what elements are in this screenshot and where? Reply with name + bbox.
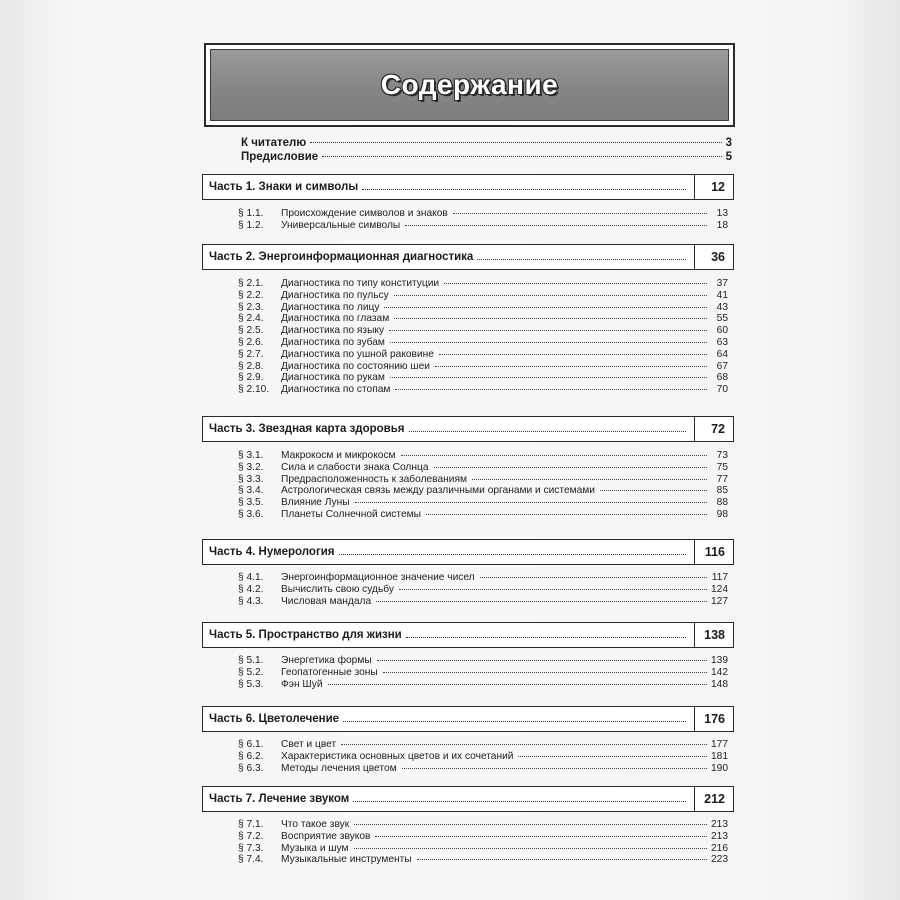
section-page: 213 xyxy=(711,819,728,830)
section-entry[interactable] xyxy=(238,462,728,474)
section-page: 98 xyxy=(716,508,728,520)
section-title: Диагностика по глазам xyxy=(281,313,390,325)
section-number: § 3.3. xyxy=(238,473,264,485)
section-entry[interactable] xyxy=(238,361,728,373)
section-entry[interactable] xyxy=(238,497,728,509)
section-entry[interactable] xyxy=(238,584,728,596)
section-entry[interactable] xyxy=(238,474,728,486)
entry-title: Предисловие xyxy=(241,151,319,163)
section-page: 127 xyxy=(711,595,728,607)
section-number: § 7.1. xyxy=(238,819,264,830)
section-entry[interactable] xyxy=(238,278,728,290)
section-number: § 5.3. xyxy=(238,678,264,690)
section-entry[interactable] xyxy=(238,831,728,843)
section-number: § 2.10. xyxy=(238,384,270,396)
section-title: Музыка и шум xyxy=(281,842,349,854)
part-header-4[interactable] xyxy=(202,539,734,565)
section-number: § 3.2. xyxy=(238,461,264,473)
dot-leader xyxy=(472,479,707,480)
section-title: Методы лечения цветом xyxy=(281,762,397,774)
section-page: 124 xyxy=(711,583,728,595)
section-entry[interactable] xyxy=(238,509,728,521)
divider xyxy=(694,174,696,200)
dot-leader xyxy=(480,577,707,578)
section-entry[interactable] xyxy=(238,854,728,866)
section-entry[interactable] xyxy=(238,372,728,384)
dot-leader xyxy=(328,684,707,685)
section-number: § 2.6. xyxy=(238,336,264,348)
dot-leader xyxy=(341,744,707,745)
part-6-sections xyxy=(238,739,728,774)
section-entry[interactable] xyxy=(238,208,728,220)
section-number: § 6.3. xyxy=(238,762,264,774)
dot-leader xyxy=(426,514,707,515)
part-7-sections xyxy=(238,819,728,866)
section-title: Характеристика основных цветов и их сочетаний xyxy=(281,750,514,762)
dot-leader xyxy=(402,768,707,769)
toc-title: Содержание xyxy=(380,69,559,100)
section-number: § 6.1. xyxy=(238,739,264,750)
section-number: § 1.2. xyxy=(238,219,264,231)
section-entry[interactable] xyxy=(238,290,728,302)
part-header-2[interactable] xyxy=(202,244,734,270)
dot-leader xyxy=(444,283,707,284)
section-entry[interactable] xyxy=(238,349,728,361)
section-page: 68 xyxy=(716,372,728,384)
section-title: Диагностика по стопам xyxy=(281,384,391,396)
section-entry[interactable] xyxy=(238,485,728,497)
section-number: § 3.6. xyxy=(238,508,264,520)
section-page: 18 xyxy=(716,219,728,231)
section-page: 41 xyxy=(716,289,728,301)
dot-leader xyxy=(453,213,707,214)
dot-leader xyxy=(377,660,707,661)
divider xyxy=(694,622,696,648)
part-page: 72 xyxy=(711,422,725,436)
dot-leader xyxy=(389,330,707,331)
dot-leader xyxy=(375,836,707,837)
divider xyxy=(694,706,696,732)
dot-leader xyxy=(518,756,707,757)
section-page: 13 xyxy=(716,208,728,219)
part-title: Часть 6. Цветолечение xyxy=(209,713,340,725)
section-number: § 2.8. xyxy=(238,360,264,372)
section-title: Диагностика по рукам xyxy=(281,372,385,384)
part-header-5[interactable] xyxy=(202,622,734,648)
dot-leader xyxy=(376,601,707,602)
dot-leader xyxy=(409,431,686,432)
section-entry[interactable] xyxy=(238,220,728,232)
section-page: 70 xyxy=(716,384,728,396)
section-title: Диагностика по пульсу xyxy=(281,289,389,301)
dot-leader xyxy=(343,721,685,722)
dot-leader xyxy=(384,307,707,308)
part-header-6[interactable] xyxy=(202,706,734,732)
section-number: § 4.1. xyxy=(238,572,264,583)
section-entry[interactable] xyxy=(238,739,728,751)
section-entry[interactable] xyxy=(238,751,728,763)
section-page: 75 xyxy=(716,461,728,473)
section-page: 37 xyxy=(716,278,728,289)
section-entry[interactable] xyxy=(238,384,728,396)
section-entry[interactable] xyxy=(238,843,728,855)
part-page: 138 xyxy=(704,628,725,642)
section-page: 60 xyxy=(716,325,728,337)
divider xyxy=(694,786,696,812)
section-number: § 6.2. xyxy=(238,750,264,762)
dot-leader xyxy=(339,554,686,555)
section-entry[interactable] xyxy=(238,450,728,462)
dot-leader xyxy=(395,389,707,390)
dot-leader xyxy=(355,502,707,503)
section-number: § 2.5. xyxy=(238,325,264,337)
section-title: Диагностика по ушной раковине xyxy=(281,348,434,360)
dot-leader xyxy=(435,366,707,367)
part-title: Часть 7. Лечение звуком xyxy=(209,793,350,805)
dot-leader xyxy=(439,354,707,355)
divider xyxy=(694,539,696,565)
section-number: § 2.9. xyxy=(238,372,264,384)
section-title: Энергоинформационное значение чисел xyxy=(281,572,475,583)
section-number: § 3.1. xyxy=(238,450,264,461)
section-number: § 7.2. xyxy=(238,830,264,842)
section-page: 43 xyxy=(716,301,728,313)
dot-leader xyxy=(390,377,707,378)
section-number: § 5.1. xyxy=(238,655,264,666)
section-title: Астрологическая связь между различными органами и системами xyxy=(281,485,595,497)
section-page: 77 xyxy=(716,473,728,485)
section-page: 139 xyxy=(711,655,728,666)
section-entry[interactable] xyxy=(238,819,728,831)
section-entry[interactable] xyxy=(238,325,728,337)
section-page: 223 xyxy=(711,854,728,866)
part-page: 212 xyxy=(704,792,725,806)
section-entry[interactable] xyxy=(238,337,728,349)
section-title: Сила и слабости знака Солнца xyxy=(281,461,429,473)
section-page: 213 xyxy=(711,830,728,842)
section-title: Влияние Луны xyxy=(281,497,350,509)
section-number: § 2.7. xyxy=(238,348,264,360)
divider xyxy=(694,416,696,442)
section-page: 142 xyxy=(711,666,728,678)
section-page: 148 xyxy=(711,678,728,690)
section-entry[interactable] xyxy=(238,667,728,679)
dot-leader xyxy=(362,189,685,190)
section-page: 63 xyxy=(716,336,728,348)
toc-title-box xyxy=(204,43,735,127)
section-page: 190 xyxy=(711,762,728,774)
dot-leader xyxy=(390,342,707,343)
dot-leader xyxy=(417,859,707,860)
section-title: Универсальные символы xyxy=(281,219,401,231)
part-title: Часть 4. Нумерология xyxy=(209,546,335,558)
section-page: 181 xyxy=(711,750,728,762)
section-entry[interactable] xyxy=(238,596,728,608)
section-number: § 2.4. xyxy=(238,313,264,325)
part-5-sections xyxy=(238,655,728,690)
section-entry[interactable] xyxy=(238,679,728,691)
part-4-sections xyxy=(238,572,728,607)
entry-page: 5 xyxy=(725,151,732,163)
section-number: § 2.2. xyxy=(238,289,264,301)
dot-leader xyxy=(394,318,707,319)
section-title: Что такое звук xyxy=(281,819,350,830)
section-number: § 4.2. xyxy=(238,583,264,595)
section-title: Свет и цвет xyxy=(281,739,337,750)
section-number: § 7.3. xyxy=(238,842,264,854)
section-page: 88 xyxy=(716,497,728,509)
part-title: Часть 5. Пространство для жизни xyxy=(209,629,402,641)
section-page: 73 xyxy=(716,450,728,461)
section-entry[interactable] xyxy=(238,302,728,314)
part-1-sections xyxy=(238,208,728,232)
part-title: Часть 2. Энергоинформационная диагностика xyxy=(209,251,474,263)
section-title: Музыкальные инструменты xyxy=(281,854,412,866)
section-page: 177 xyxy=(711,739,728,750)
dot-leader xyxy=(434,467,707,468)
dot-leader xyxy=(322,156,721,157)
part-page: 116 xyxy=(704,545,725,559)
intro-entries xyxy=(241,137,732,165)
section-entry[interactable] xyxy=(238,655,728,667)
section-page: 85 xyxy=(716,485,728,497)
entry-page: 3 xyxy=(725,137,732,149)
toc-entry-preface[interactable] xyxy=(241,151,732,165)
section-title: Диагностика по зубам xyxy=(281,336,385,348)
section-page: 216 xyxy=(711,842,728,854)
section-title: Числовая мандала xyxy=(281,595,372,607)
dot-leader xyxy=(383,672,707,673)
dot-leader xyxy=(401,455,707,456)
section-entry[interactable] xyxy=(238,313,728,325)
section-title: Восприятие звуков xyxy=(281,830,371,842)
section-title: Энергетика формы xyxy=(281,655,372,666)
section-number: § 3.4. xyxy=(238,485,264,497)
dot-leader xyxy=(310,142,721,143)
section-title: Диагностика по лицу xyxy=(281,301,380,313)
section-title: Вычислить свою судьбу xyxy=(281,583,394,595)
part-title: Часть 1. Знаки и символы xyxy=(209,181,359,193)
dot-leader xyxy=(406,637,686,638)
section-title: Геопатогенные зоны xyxy=(281,666,378,678)
part-header-3[interactable] xyxy=(202,416,734,442)
divider xyxy=(694,244,696,270)
section-number: § 5.2. xyxy=(238,666,264,678)
section-entry[interactable] xyxy=(238,763,728,775)
section-title: Диагностика по состоянию шеи xyxy=(281,360,430,372)
dot-leader xyxy=(600,490,707,491)
toc-entry-to-reader[interactable] xyxy=(241,137,732,151)
dot-leader xyxy=(353,801,685,802)
part-header-7[interactable] xyxy=(202,786,734,812)
part-3-sections xyxy=(238,450,728,521)
section-page: 64 xyxy=(716,348,728,360)
dot-leader xyxy=(354,848,707,849)
section-page: 67 xyxy=(716,360,728,372)
section-title: Предрасположенность к заболеваниям xyxy=(281,473,467,485)
part-page: 36 xyxy=(711,250,725,264)
dot-leader xyxy=(405,225,707,226)
section-page: 117 xyxy=(711,572,728,583)
section-title: Происхождение символов и знаков xyxy=(281,208,448,219)
part-header-1[interactable] xyxy=(202,174,734,200)
part-title: Часть 3. Звездная карта здоровья xyxy=(209,423,405,435)
part-2-sections xyxy=(238,278,728,396)
dot-leader xyxy=(394,295,707,296)
section-number: § 2.1. xyxy=(238,278,264,289)
section-entry[interactable] xyxy=(238,572,728,584)
dot-leader xyxy=(354,824,707,825)
section-title: Макрокосм и микрокосм xyxy=(281,450,396,461)
section-title: Планеты Солнечной системы xyxy=(281,508,421,520)
section-number: § 1.1. xyxy=(238,208,264,219)
part-page: 12 xyxy=(711,180,725,194)
section-number: § 7.4. xyxy=(238,854,264,866)
part-page: 176 xyxy=(704,712,725,726)
section-title: Диагностика по языку xyxy=(281,325,385,337)
section-title: Диагностика по типу конституции xyxy=(281,278,440,289)
entry-title: К читателю xyxy=(241,137,307,149)
section-title: Фэн Шуй xyxy=(281,678,323,690)
dot-leader xyxy=(477,259,685,260)
section-number: § 3.5. xyxy=(238,497,264,509)
section-number: § 2.3. xyxy=(238,301,264,313)
section-page: 55 xyxy=(716,313,728,325)
section-number: § 4.3. xyxy=(238,595,264,607)
dot-leader xyxy=(399,589,707,590)
toc-title-band xyxy=(210,49,729,121)
